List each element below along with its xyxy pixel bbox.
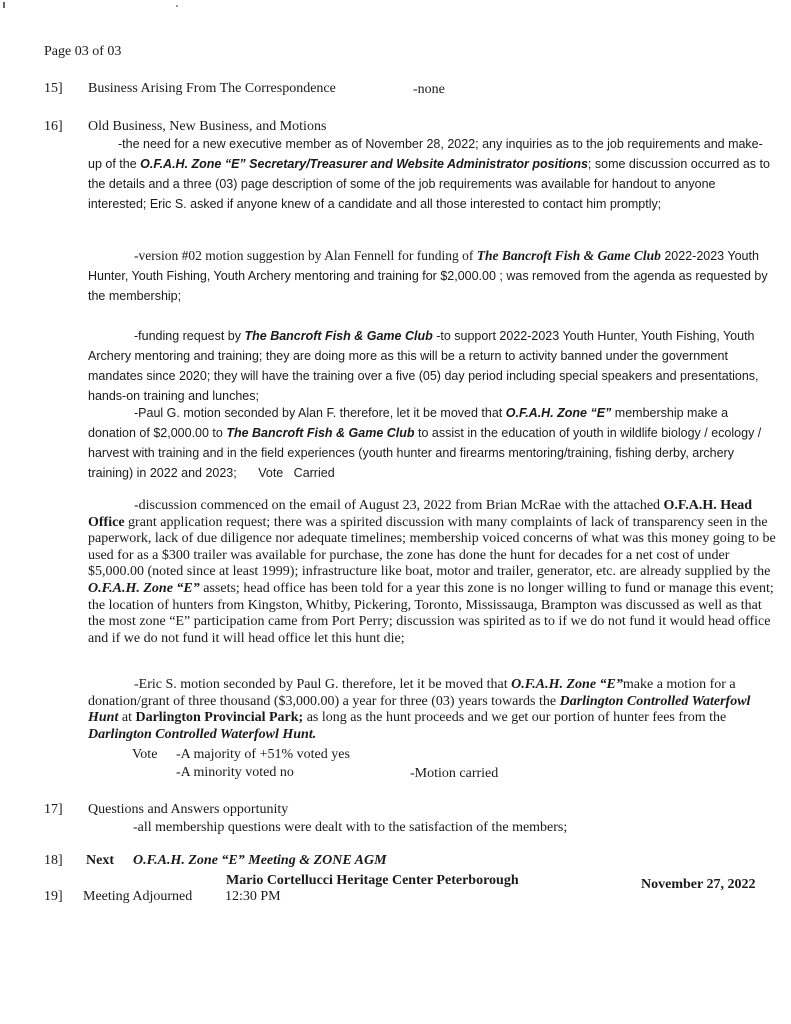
bancroft-club-emphasis: The Bancroft Fish & Game Club [244,329,433,343]
vote-result: -Motion carried [410,766,499,781]
provincial-park-emphasis: Darlington Provincial Park; [135,710,304,726]
item-17-title: Questions and Answers opportunity [88,802,289,817]
item-18-number: 18] [44,853,63,868]
vote-majority: -A majority of +51% voted yes [176,747,350,762]
paragraph-version-02-motion: -version #02 motion suggestion by Alan Fennell for funding of The Bancroft Fish & Game Club 2022-2023 Youth Hunter, Youth Fishing, Youth Archery mentoring and training for $2,000.00 ; was removed from the agenda as requested by the membership; [88,248,768,303]
zone-e-emphasis: O.F.A.H. Zone “E” [88,580,200,596]
item-17-body: -all membership questions were dealt with to the satisfaction of the members; [133,820,568,835]
item-17-number: 17] [44,802,63,817]
zone-e-emphasis: O.F.A.H. Zone “E” [511,677,623,692]
item-19-title: Meeting Adjourned [83,889,193,904]
item-18-title: O.F.A.H. Zone “E” Meeting & ZONE AGM [133,853,387,868]
paragraph-head-office-discussion: -discussion commenced on the email of August 23, 2022 from Brian McRae with the attached O.F.A.H. Head Office grant application request; there was a spirited discussion with many complaints of lack of transparency seen in the paperwork, lack of due diligence nor adequate timelines; membership voiced concerns of what was this money going to be used for as a $300 trailer was available for purchase, the zone has done the hunt for decades for a net cost of under $5,000.00 (noted since at least 1999); infrastructure like boat, motor and trailer, generator, etc. are already supplied by the O.F.A.H. Zone “E” assets; head office has been told for a year this zone is no longer willing to fund or manage this event; the location of hunters from Kingston, Whitby, Pickering, Toronto, Mississauga, Brampton was discussed as well as that the most zone “E” participation came from Port Perry; discussion was spirited as to if we do not fund it would head office and if we do not fund it will head office let this hunt die; [88,498,776,646]
item-18-next: Next [86,853,114,868]
waterfowl-hunt-emphasis: Darlington Controlled Waterfowl Hunt [88,693,751,726]
item-18-date: November 27, 2022 [641,877,756,892]
item-18-location: Mario Cortellucci Heritage Center Peterborough [226,873,519,888]
paragraph-eric-motion: -Eric S. motion seconded by Paul G. therefore, let it be moved that O.F.A.H. Zone “E”make a motion for a donation/grant of three thousand ($3,000.00) a year for three (03) years towards the Darlington Controlled Waterfowl Hunt at Darlington Provincial Park; as long as the hunt proceeds and we get our portion of hunter fees from the Darlington Controlled Waterfowl Hunt. [88,677,751,742]
item-19-number: 19] [44,889,63,904]
item-15-value: -none [413,82,445,97]
paragraph-paul-motion: -Paul G. motion seconded by Alan F. therefore, let it be moved that O.F.A.H. Zone “E” membership make a donation of $2,000.00 to The Bancroft Fish & Game Club to assist in the education of youth in wildlife biology / ecology / harvest with training and in the field experiences (youth hunter and firearms mentoring/training, fishing derby, archery training) in 2022 and 2023; Vote Carried [88,406,762,480]
vote-label: Vote [132,747,158,762]
paragraph-funding-request: -funding request by The Bancroft Fish & Game Club -to support 2022-2023 Youth Hunter, Youth Fishing, Youth Archery mentoring and training; they are doing more as this will be a return to activity banned under the government mandates since 2020; they will have the training over a five (05) day period including special speakers and presentations, hands-on training and lunches; [88,329,759,403]
head-office-emphasis: O.F.A.H. Head Office [88,498,753,530]
item-15-number: 15] [44,81,63,96]
paragraph-executive-member: -the need for a new executive member as of November 28, 2022; any inquiries as to the job requirements and make-up of the O.F.A.H. Zone “E” Secretary/Treasurer and Website Administrator positions; some discussion occurred as to the details and a three (03) page description of some of the job requirements was available for handout to anyone interested; Eric S. asked if anyone knew of a candidate and all those interested to contact him promptly; [88,137,770,211]
bancroft-club-emphasis: The Bancroft Fish & Game Club [226,426,415,440]
waterfowl-hunt-emphasis: Darlington Controlled Waterfowl Hunt. [88,726,317,742]
zone-e-emphasis: O.F.A.H. Zone “E” [505,406,612,420]
vote-carried: Vote Carried [258,466,335,480]
page-number: Page 03 of 03 [44,44,122,59]
item-19-time: 12:30 PM [225,889,281,904]
scan-artifact-dot [176,5,178,7]
executive-positions-emphasis: O.F.A.H. Zone “E” Secretary/Treasurer and Website Administrator positions [140,157,588,171]
item-15-title: Business Arising From The Correspondence [88,81,336,96]
vote-minority: -A minority voted no [176,765,294,780]
scan-artifact-mark [3,2,5,8]
item-16-number: 16] [44,119,63,134]
bancroft-club-emphasis: The Bancroft Fish & Game Club [476,248,661,263]
item-16-title: Old Business, New Business, and Motions [88,119,327,134]
